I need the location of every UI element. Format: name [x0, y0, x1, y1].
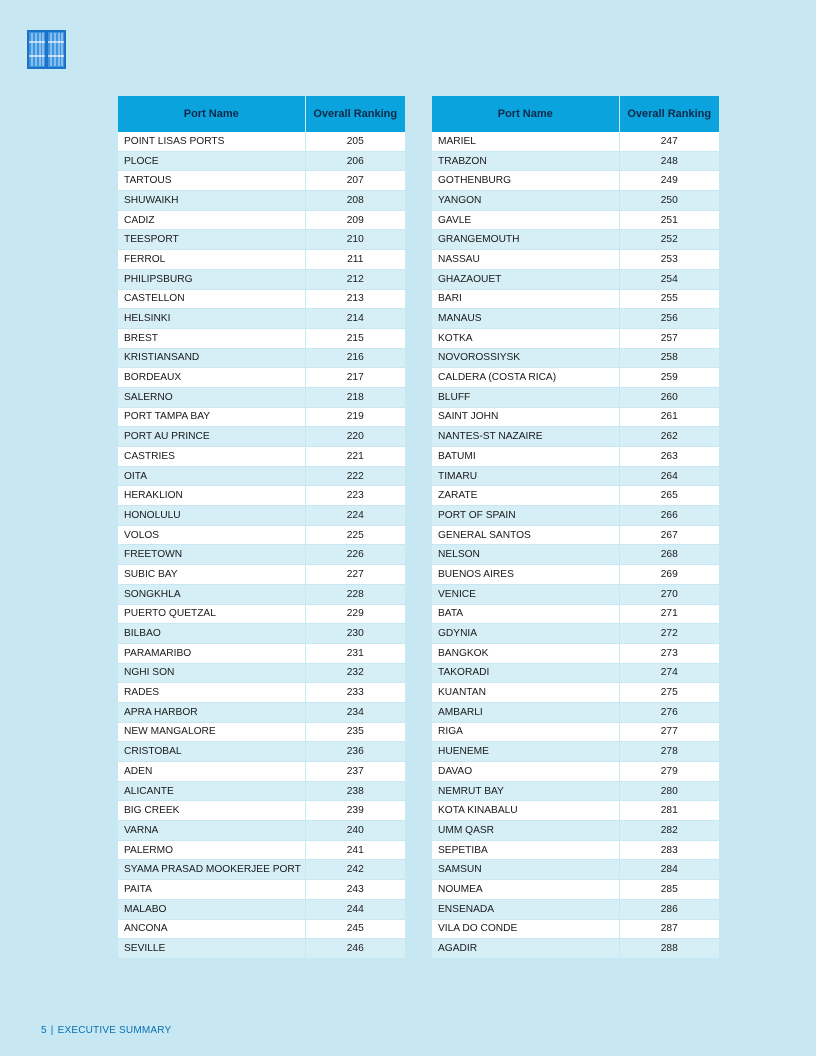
table-row	[118, 840, 405, 860]
port-name-cell: NOUMEA	[432, 880, 619, 900]
port-name-cell: BREST	[118, 328, 305, 348]
table-row	[432, 742, 719, 762]
port-name-cell: TAKORADI	[432, 663, 619, 683]
overall-ranking-cell: 205	[305, 132, 405, 151]
table-row	[118, 742, 405, 762]
overall-ranking-cell: 210	[305, 230, 405, 250]
table-row	[118, 191, 405, 211]
table-row	[118, 860, 405, 880]
table-row	[432, 821, 719, 841]
table-row	[432, 781, 719, 801]
overall-ranking-cell: 208	[305, 191, 405, 211]
port-ranking-table-left	[118, 96, 405, 959]
table-row	[118, 427, 405, 447]
table-row	[432, 230, 719, 250]
port-name-cell: HELSINKI	[118, 309, 305, 329]
port-name-cell: SAMSUN	[432, 860, 619, 880]
port-name-cell: NEW MANGALORE	[118, 722, 305, 742]
table-row	[118, 210, 405, 230]
port-name-cell: VOLOS	[118, 525, 305, 545]
port-name-cell: KRISTIANSAND	[118, 348, 305, 368]
table-row	[432, 151, 719, 171]
footer-separator: |	[50, 1025, 54, 1036]
overall-ranking-cell: 206	[305, 151, 405, 171]
overall-ranking-cell: 238	[305, 781, 405, 801]
table-row	[118, 722, 405, 742]
table-row	[432, 348, 719, 368]
port-name-cell: NELSON	[432, 545, 619, 565]
table-row	[118, 821, 405, 841]
table-row	[432, 840, 719, 860]
port-name-cell: BORDEAUX	[118, 368, 305, 388]
port-name-cell: UMM QASR	[432, 821, 619, 841]
port-name-cell: ANCONA	[118, 919, 305, 939]
port-name-cell: VARNA	[118, 821, 305, 841]
overall-ranking-cell: 231	[305, 643, 405, 663]
overall-ranking-cell: 256	[619, 309, 719, 329]
table-row	[118, 624, 405, 644]
port-name-cell: PALERMO	[118, 840, 305, 860]
table-row	[432, 663, 719, 683]
overall-ranking-cell: 215	[305, 328, 405, 348]
table-row	[432, 860, 719, 880]
port-name-cell: NANTES-ST NAZAIRE	[432, 427, 619, 447]
table-row	[432, 545, 719, 565]
table-row	[118, 762, 405, 782]
port-name-cell: SEVILLE	[118, 939, 305, 959]
table-row	[118, 151, 405, 171]
table-row	[118, 781, 405, 801]
overall-ranking-cell: 271	[619, 604, 719, 624]
port-name-cell: HUENEME	[432, 742, 619, 762]
overall-ranking-cell: 261	[619, 407, 719, 427]
table-row	[432, 801, 719, 821]
table-row	[118, 565, 405, 585]
port-name-cell: MALABO	[118, 899, 305, 919]
table-row	[432, 506, 719, 526]
table-row	[118, 683, 405, 703]
port-name-cell: KOTKA	[432, 328, 619, 348]
table-row	[118, 899, 405, 919]
table-row	[432, 939, 719, 959]
overall-ranking-cell: 212	[305, 269, 405, 289]
overall-ranking-cell: 273	[619, 643, 719, 663]
table-row	[118, 939, 405, 959]
table-row	[118, 250, 405, 270]
port-name-cell: ADEN	[118, 762, 305, 782]
overall-ranking-cell: 209	[305, 210, 405, 230]
table-row	[432, 683, 719, 703]
port-name-cell: NEMRUT BAY	[432, 781, 619, 801]
overall-ranking-cell: 283	[619, 840, 719, 860]
table-row	[118, 309, 405, 329]
table-row	[432, 525, 719, 545]
port-name-cell: YANGON	[432, 191, 619, 211]
table-row	[432, 762, 719, 782]
table-row	[432, 899, 719, 919]
table-row	[118, 545, 405, 565]
table-row	[432, 368, 719, 388]
overall-ranking-cell: 259	[619, 368, 719, 388]
overall-ranking-cell: 217	[305, 368, 405, 388]
port-name-cell: TRABZON	[432, 151, 619, 171]
table-row	[118, 801, 405, 821]
overall-ranking-cell: 274	[619, 663, 719, 683]
column-header-port-name: Port Name	[118, 96, 305, 132]
shipping-container-icon	[27, 30, 66, 69]
overall-ranking-cell: 254	[619, 269, 719, 289]
port-name-cell: PORT TAMPA BAY	[118, 407, 305, 427]
page-number: 5	[41, 1025, 47, 1036]
table-row	[432, 584, 719, 604]
port-name-cell: TEESPORT	[118, 230, 305, 250]
table-row	[432, 328, 719, 348]
overall-ranking-cell: 211	[305, 250, 405, 270]
overall-ranking-cell: 219	[305, 407, 405, 427]
overall-ranking-cell: 234	[305, 702, 405, 722]
table-row	[118, 604, 405, 624]
overall-ranking-cell: 236	[305, 742, 405, 762]
table-row	[432, 250, 719, 270]
overall-ranking-cell: 281	[619, 801, 719, 821]
overall-ranking-cell: 243	[305, 880, 405, 900]
overall-ranking-cell: 229	[305, 604, 405, 624]
table-row	[432, 191, 719, 211]
overall-ranking-cell: 279	[619, 762, 719, 782]
overall-ranking-cell: 284	[619, 860, 719, 880]
port-name-cell: CASTELLON	[118, 289, 305, 309]
table-row	[432, 919, 719, 939]
overall-ranking-cell: 263	[619, 447, 719, 467]
column-header-overall-ranking: Overall Ranking	[305, 96, 405, 132]
overall-ranking-cell: 260	[619, 387, 719, 407]
overall-ranking-cell: 223	[305, 486, 405, 506]
overall-ranking-cell: 277	[619, 722, 719, 742]
overall-ranking-cell: 232	[305, 663, 405, 683]
overall-ranking-cell: 267	[619, 525, 719, 545]
overall-ranking-cell: 240	[305, 821, 405, 841]
overall-ranking-cell: 222	[305, 466, 405, 486]
table-row	[432, 289, 719, 309]
overall-ranking-cell: 218	[305, 387, 405, 407]
table-row	[432, 486, 719, 506]
overall-ranking-cell: 226	[305, 545, 405, 565]
port-name-cell: PARAMARIBO	[118, 643, 305, 663]
overall-ranking-cell: 239	[305, 801, 405, 821]
port-name-cell: CADIZ	[118, 210, 305, 230]
port-name-cell: CASTRIES	[118, 447, 305, 467]
table-row	[118, 486, 405, 506]
port-name-cell: PAITA	[118, 880, 305, 900]
overall-ranking-cell: 244	[305, 899, 405, 919]
table-row	[432, 387, 719, 407]
table-row	[118, 328, 405, 348]
overall-ranking-cell: 213	[305, 289, 405, 309]
table-row	[118, 387, 405, 407]
port-name-cell: ENSENADA	[432, 899, 619, 919]
port-name-cell: SALERNO	[118, 387, 305, 407]
table-row	[432, 427, 719, 447]
port-name-cell: NGHI SON	[118, 663, 305, 683]
overall-ranking-cell: 228	[305, 584, 405, 604]
table-row	[118, 466, 405, 486]
overall-ranking-cell: 216	[305, 348, 405, 368]
port-name-cell: PLOCE	[118, 151, 305, 171]
overall-ranking-cell: 224	[305, 506, 405, 526]
port-name-cell: AMBARLI	[432, 702, 619, 722]
overall-ranking-cell: 266	[619, 506, 719, 526]
overall-ranking-cell: 276	[619, 702, 719, 722]
port-name-cell: ZARATE	[432, 486, 619, 506]
port-name-cell: BILBAO	[118, 624, 305, 644]
overall-ranking-cell: 286	[619, 899, 719, 919]
port-name-cell: MANAUS	[432, 309, 619, 329]
table-row	[118, 702, 405, 722]
overall-ranking-cell: 225	[305, 525, 405, 545]
port-name-cell: POINT LISAS PORTS	[118, 132, 305, 151]
port-name-cell: ALICANTE	[118, 781, 305, 801]
table-row	[118, 269, 405, 289]
overall-ranking-cell: 287	[619, 919, 719, 939]
overall-ranking-cell: 250	[619, 191, 719, 211]
port-name-cell: PHILIPSBURG	[118, 269, 305, 289]
overall-ranking-cell: 249	[619, 171, 719, 191]
overall-ranking-cell: 251	[619, 210, 719, 230]
table-row	[432, 210, 719, 230]
overall-ranking-cell: 245	[305, 919, 405, 939]
overall-ranking-cell: 247	[619, 132, 719, 151]
overall-ranking-cell: 258	[619, 348, 719, 368]
table-row	[432, 643, 719, 663]
overall-ranking-cell: 288	[619, 939, 719, 959]
port-name-cell: HERAKLION	[118, 486, 305, 506]
table-row	[432, 604, 719, 624]
overall-ranking-cell: 207	[305, 171, 405, 191]
port-name-cell: CALDERA (COSTA RICA)	[432, 368, 619, 388]
port-name-cell: SAINT JOHN	[432, 407, 619, 427]
port-name-cell: CRISTOBAL	[118, 742, 305, 762]
table-row	[118, 880, 405, 900]
column-header-port-name: Port Name	[432, 96, 619, 132]
table-row	[118, 643, 405, 663]
table-row	[432, 309, 719, 329]
overall-ranking-cell: 280	[619, 781, 719, 801]
port-name-cell: GENERAL SANTOS	[432, 525, 619, 545]
port-name-cell: NOVOROSSIYSK	[432, 348, 619, 368]
port-name-cell: FERROL	[118, 250, 305, 270]
overall-ranking-cell: 237	[305, 762, 405, 782]
port-name-cell: MARIEL	[432, 132, 619, 151]
section-title: EXECUTIVE SUMMARY	[57, 1025, 172, 1036]
port-name-cell: BATUMI	[432, 447, 619, 467]
overall-ranking-cell: 220	[305, 427, 405, 447]
overall-ranking-cell: 269	[619, 565, 719, 585]
overall-ranking-cell: 227	[305, 565, 405, 585]
overall-ranking-cell: 233	[305, 683, 405, 703]
overall-ranking-cell: 272	[619, 624, 719, 644]
port-name-cell: FREETOWN	[118, 545, 305, 565]
port-name-cell: APRA HARBOR	[118, 702, 305, 722]
overall-ranking-cell: 248	[619, 151, 719, 171]
table-row	[118, 171, 405, 191]
overall-ranking-cell: 253	[619, 250, 719, 270]
table-row	[432, 132, 719, 151]
table-row	[118, 348, 405, 368]
table-row	[432, 269, 719, 289]
overall-ranking-cell: 230	[305, 624, 405, 644]
overall-ranking-cell: 221	[305, 447, 405, 467]
table-row	[118, 230, 405, 250]
port-name-cell: RIGA	[432, 722, 619, 742]
overall-ranking-cell: 214	[305, 309, 405, 329]
table-row	[118, 289, 405, 309]
port-name-cell: VENICE	[432, 584, 619, 604]
overall-ranking-cell: 241	[305, 840, 405, 860]
port-name-cell: DAVAO	[432, 762, 619, 782]
column-header-overall-ranking: Overall Ranking	[619, 96, 719, 132]
port-name-cell: SONGKHLA	[118, 584, 305, 604]
port-name-cell: SYAMA PRASAD MOOKERJEE PORT	[118, 860, 305, 880]
port-name-cell: BIG CREEK	[118, 801, 305, 821]
table-row	[432, 565, 719, 585]
overall-ranking-cell: 282	[619, 821, 719, 841]
port-name-cell: GOTHENBURG	[432, 171, 619, 191]
overall-ranking-cell: 235	[305, 722, 405, 742]
table-row	[432, 407, 719, 427]
overall-ranking-cell: 278	[619, 742, 719, 762]
table-row	[432, 171, 719, 191]
table-row	[432, 466, 719, 486]
port-name-cell: SUBIC BAY	[118, 565, 305, 585]
overall-ranking-cell: 242	[305, 860, 405, 880]
port-name-cell: OITA	[118, 466, 305, 486]
table-row	[118, 447, 405, 467]
port-name-cell: SEPETIBA	[432, 840, 619, 860]
port-name-cell: KUANTAN	[432, 683, 619, 703]
port-name-cell: BLUFF	[432, 387, 619, 407]
port-name-cell: PUERTO QUETZAL	[118, 604, 305, 624]
port-name-cell: BANGKOK	[432, 643, 619, 663]
overall-ranking-cell: 285	[619, 880, 719, 900]
overall-ranking-cell: 252	[619, 230, 719, 250]
table-row	[118, 525, 405, 545]
overall-ranking-cell: 246	[305, 939, 405, 959]
port-name-cell: HONOLULU	[118, 506, 305, 526]
overall-ranking-cell: 255	[619, 289, 719, 309]
overall-ranking-cell: 270	[619, 584, 719, 604]
port-name-cell: BARI	[432, 289, 619, 309]
port-name-cell: TARTOUS	[118, 171, 305, 191]
overall-ranking-cell: 268	[619, 545, 719, 565]
table-row	[118, 663, 405, 683]
port-name-cell: PORT OF SPAIN	[432, 506, 619, 526]
overall-ranking-cell: 262	[619, 427, 719, 447]
port-name-cell: GAVLE	[432, 210, 619, 230]
table-row	[118, 584, 405, 604]
port-name-cell: AGADIR	[432, 939, 619, 959]
port-name-cell: KOTA KINABALU	[432, 801, 619, 821]
overall-ranking-cell: 265	[619, 486, 719, 506]
table-row	[118, 368, 405, 388]
port-name-cell: BATA	[432, 604, 619, 624]
table-row	[118, 132, 405, 151]
table-row	[118, 919, 405, 939]
overall-ranking-cell: 275	[619, 683, 719, 703]
table-row	[432, 722, 719, 742]
port-name-cell: NASSAU	[432, 250, 619, 270]
table-row	[118, 407, 405, 427]
port-name-cell: TIMARU	[432, 466, 619, 486]
overall-ranking-cell: 264	[619, 466, 719, 486]
table-row	[432, 447, 719, 467]
port-name-cell: BUENOS AIRES	[432, 565, 619, 585]
port-name-cell: GDYNIA	[432, 624, 619, 644]
port-ranking-table-right	[432, 96, 719, 959]
table-row	[432, 702, 719, 722]
overall-ranking-cell: 257	[619, 328, 719, 348]
table-row	[118, 506, 405, 526]
table-row	[432, 624, 719, 644]
port-name-cell: PORT AU PRINCE	[118, 427, 305, 447]
port-name-cell: SHUWAIKH	[118, 191, 305, 211]
port-name-cell: RADES	[118, 683, 305, 703]
port-name-cell: GRANGEMOUTH	[432, 230, 619, 250]
page-footer	[41, 1025, 171, 1036]
table-row	[432, 880, 719, 900]
port-name-cell: VILA DO CONDE	[432, 919, 619, 939]
port-name-cell: GHAZAOUET	[432, 269, 619, 289]
